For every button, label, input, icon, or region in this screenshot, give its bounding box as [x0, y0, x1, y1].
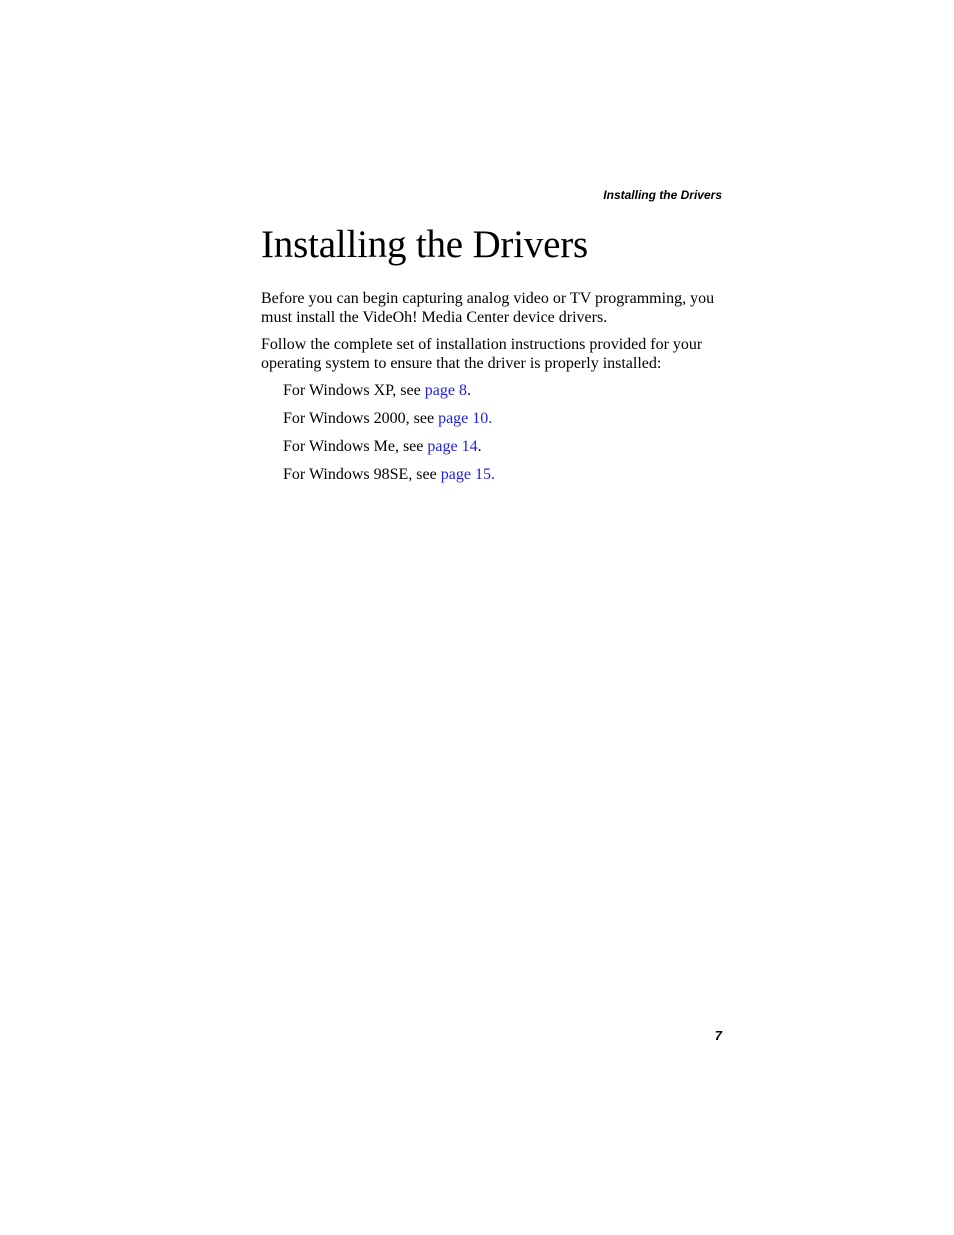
win98se-page-link[interactable]: page 15. — [440, 466, 495, 483]
page-title: Installing the Drivers — [261, 223, 589, 266]
page-content — [261, 222, 731, 494]
os-xp-text: For Windows XP, see — [283, 382, 425, 399]
win2000-page-link[interactable]: page 10. — [438, 410, 493, 427]
os-list — [261, 382, 731, 485]
os-98se-text: For Windows 98SE, see — [283, 466, 441, 483]
os-2000-text: For Windows 2000, see — [283, 410, 439, 427]
page-number: 7 — [714, 1028, 722, 1043]
instructions-paragraph: Follow the complete set of installation instructions provided for your operating system to ensure that the driver is properly installed: — [261, 336, 703, 372]
os-list-item-98se — [283, 466, 731, 485]
os-me-suffix: . — [477, 438, 482, 455]
me-page-link[interactable]: page 14 — [427, 438, 478, 455]
running-header: Installing the Drivers — [603, 188, 722, 202]
os-list-item-me — [283, 438, 731, 457]
intro-paragraph: Before you can begin capturing analog video or TV programming, you must install the VideOh! Media Center device drivers. — [261, 290, 715, 326]
os-list-item-2000 — [283, 410, 731, 429]
xp-page-link[interactable]: page 8 — [424, 382, 467, 399]
os-xp-suffix: . — [466, 382, 471, 399]
os-list-item-xp — [283, 382, 731, 401]
os-me-text: For Windows Me, see — [283, 438, 428, 455]
